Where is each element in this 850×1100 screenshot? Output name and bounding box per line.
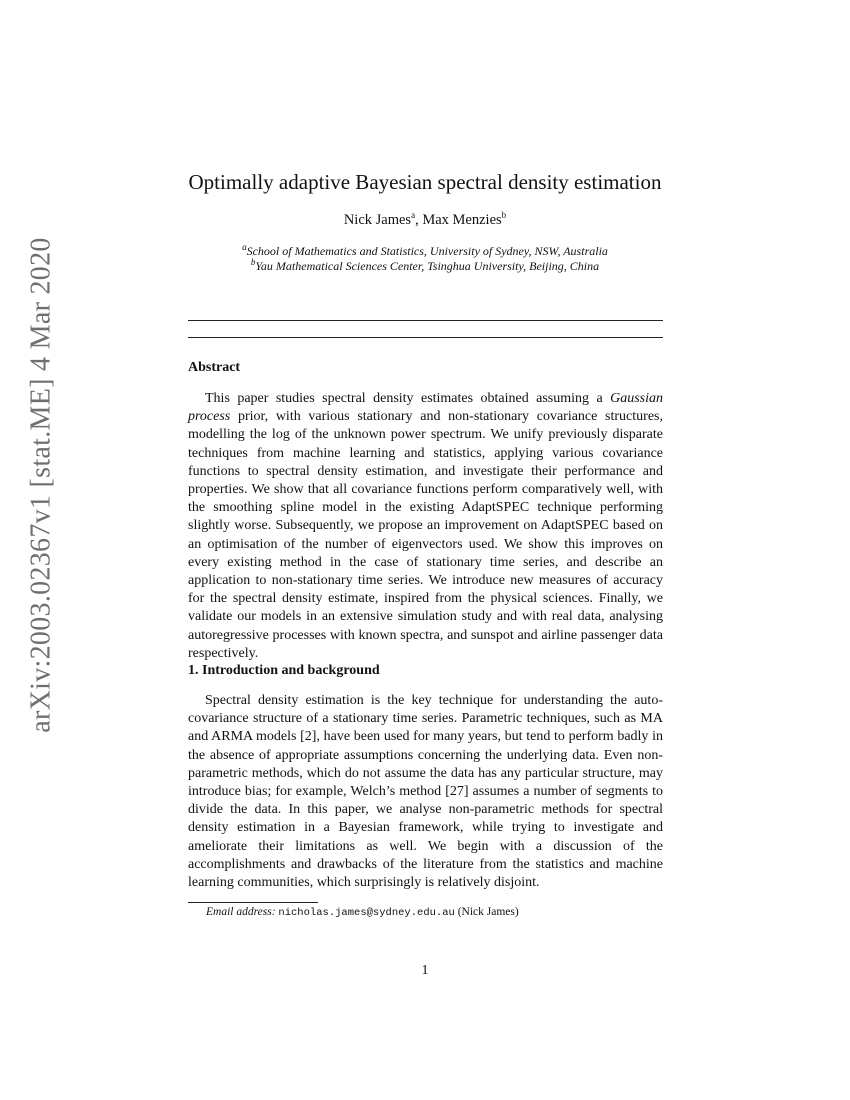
abstract-body: prior, with various stationary and non-stationary covariance structures, modelling the log of the unknown power spectrum. We unify previously disparate techniques from machine learning and statistics, applying various covariance functions to spectral density estimation, and investigate their performance and properties. We show that all covariance functions perform comparatively well, with the smoothing spline model in the existing AdaptSPEC technique performing slightly worse. Subsequently, we propose an improvement on AdaptSPEC based on an optimisation of the number of eigenvectors used. We show this improves on every existing method in the case of stationary time series, and describe an application to non-stationary time series. We introduce new measures of accuracy for the spectral density estimate, inspired from the physical sciences. Finally, we validate our models in an extensive simulation study and with real data, analysing autoregressive processes with known spectra, and sunspot and airline passenger data respectively. (188, 409, 663, 661)
footnote (206, 906, 519, 919)
arxiv-id: arXiv:2003.02367v1 [stat.ME] 4 Mar 2020 (26, 237, 58, 733)
abstract-top-rule-2 (188, 337, 663, 338)
footnote-rule (188, 902, 318, 903)
affiliation-text: Yau Mathematical Sciences Center, Tsinghua University, Beijing, China (255, 259, 600, 273)
abstract-heading: Abstract (188, 360, 241, 375)
author-affil-mark: b (501, 210, 507, 221)
author-line (0, 212, 850, 229)
author-affil-mark: a (411, 210, 416, 221)
affiliation-line (0, 244, 850, 259)
author-name: Nick James (343, 212, 412, 228)
page-number: 1 (421, 963, 429, 978)
affiliation-line (0, 259, 850, 274)
affiliations (0, 244, 850, 274)
affiliation-mark: a (242, 242, 247, 252)
author-separator: , (415, 212, 423, 228)
affiliation-text: School of Mathematics and Statistics, University of Sydney, NSW, Australia (246, 244, 608, 258)
footnote-email: nicholas.james@sydney.edu.au (278, 907, 455, 919)
abstract-lead: This paper studies spectral density estimates obtained assuming a (205, 391, 611, 406)
abstract-top-rule (188, 320, 663, 321)
abstract-paragraph (188, 390, 663, 663)
abstract-emphasis: Gaussian process (188, 391, 663, 425)
paper-title: Optimally adaptive Bayesian spectral density estimation (188, 170, 662, 194)
section-heading: 1. Introduction and background (188, 663, 380, 678)
arxiv-sidebar-stamp (22, 237, 62, 733)
footnote-label: Email address: (206, 906, 276, 918)
intro-paragraph: Spectral density estimation is the key technique for understanding the auto-covariance structure of a stationary time series. Parametric techniques, such as MA and ARMA models [2], have been used for many years, but tend to perform badly in the absence of appropriate assumptions concerning the underlying data. Even non-parametric methods, which do not assume the data has any particular structure, may introduce bias; for example, Welch’s method [27] assumes a number of segments to divide the data. In this paper, we analyse non-parametric methods for spectral density estimation in a Bayesian framework, while trying to investigate and ameliorate their limitations as well. We begin with a discussion of the accomplishments and drawbacks of the literature from the statistics and machine learning communities, which surprisingly is relatively disjoint. (188, 693, 663, 891)
affiliation-mark: b (250, 257, 256, 267)
footnote-owner: (Nick James) (457, 906, 519, 918)
author-name: Max Menzies (422, 212, 502, 228)
